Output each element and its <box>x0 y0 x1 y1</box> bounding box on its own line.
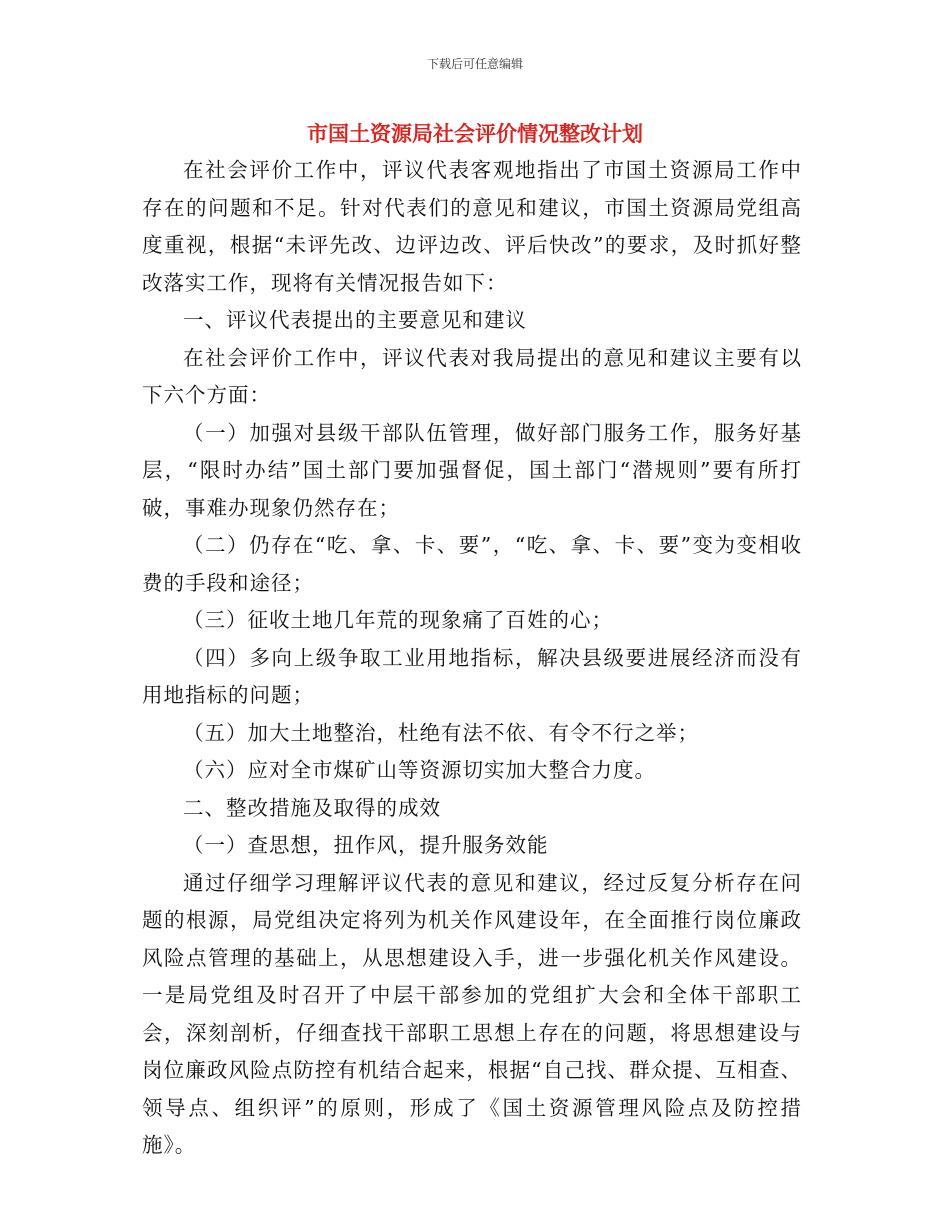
list-item: （二）仍存在“吃、拿、卡、要”，“吃、拿、卡、要”变为变相收费的手段和途径； <box>142 533 802 595</box>
paragraph: 通过仔细学习理解评议代表的意见和建议，经过反复分析存在问题的根源，局党组决定将列为机关作风建设年，在全面推行岗位廉政风险点管理的基础上，从思想建设入手，进一步强化机关作风建设。一是局党组及时召开了中层干部参加的党组扩大会和全体干部职工会，深刻剖析，仔细查找干部职工思想上存在的问题，将思想建设与岗位廉政风险点防控有机结合起来，根据“自己找、群众提、互相查、领导点、组织评”的原则，形成了《国土资源管理风险点及防控措施》。 <box>142 870 802 1157</box>
page-header: 下载后可任意编辑 <box>426 57 523 71</box>
document-title: 市国土资源局社会评价情况整改计划 <box>307 122 643 146</box>
paragraph: 在社会评价工作中，评议代表客观地指出了市国土资源局工作中存在的问题和不足。针对代表们的意见和建议，市国土资源局党组高度重视，根据“未评先改、边评边改、评后快改”的要求，及时抓好整改落实工作，现将有关情况报告如下： <box>142 158 802 295</box>
list-item: （四）多向上级争取工业用地指标，解决县级要进展经济而没有用地指标的问题； <box>142 645 802 707</box>
list-item: （一）加强对县级干部队伍管理，做好部门服务工作，服务好基层，“限时办结”国土部门要加强督促，国土部门“潜规则”要有所打破，事难办现象仍然存在； <box>142 420 802 520</box>
list-item: （六）应对全市煤矿山等资源切实加大整合力度。 <box>183 758 656 782</box>
subsection-heading: （一）查思想，扭作风，提升服务效能 <box>183 833 549 857</box>
document-body <box>142 152 802 1165</box>
list-item: （五）加大土地整治，杜绝有法不依、有令不行之举； <box>183 720 699 745</box>
list-item: （三）征收土地几年荒的现象痛了百姓的心； <box>183 608 613 632</box>
section-heading: 一、评议代表提出的主要意见和建议 <box>183 308 527 332</box>
paragraph: 在社会评价工作中，评议代表对我局提出的意见和建议主要有以下六个方面： <box>142 345 802 407</box>
section-heading: 二、整改措施及取得的成效 <box>183 795 441 820</box>
